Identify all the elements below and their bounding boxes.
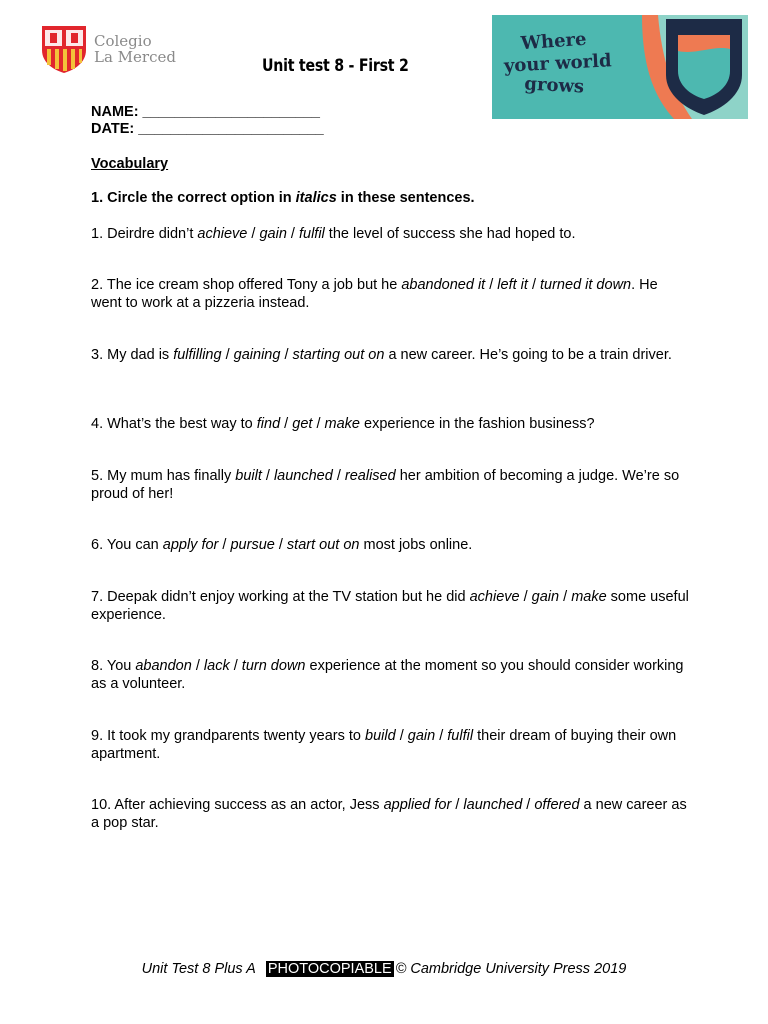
question-number: 5. [91,468,104,484]
question-number: 7. [91,589,104,605]
option[interactable]: find [256,416,281,432]
question-text: some useful experience. [91,589,689,623]
question-text: You [103,658,136,674]
question-text: her ambition of becoming a judge. We’re so proud of her! [91,468,680,502]
page-footer [0,961,768,977]
option[interactable]: gain [259,226,287,242]
question-item-9: 9. It took my grandparents twenty years to build / gain / fulfil their dream of buying their own apartment. [91,728,677,762]
question-item-6: 6. You can apply for / pursue / start out on most jobs online. [91,537,473,553]
option[interactable]: achieve [469,589,520,605]
option[interactable]: abandon [135,658,192,674]
question-text: their dream of buying their own apartment. [91,728,677,762]
question-item-5: 5. My mum has finally built / launched / realised her ambition of becoming a judge. We’re so proud of her! [91,468,680,502]
footer-unit: Unit Test 8 Plus A [141,961,256,977]
option[interactable]: fulfil [298,226,325,242]
name-field: NAME: ______________________ [91,104,320,120]
option[interactable]: make [324,416,360,432]
question-number: 6. [91,537,104,553]
banner-line2: your world [503,50,613,77]
school-name-line2: La Merced [94,48,176,66]
footer-copyright: © Cambridge University Press 2019 [395,961,627,977]
question-text: The ice cream shop offered Tony a job but he [103,277,402,293]
question-number: 9. [91,728,104,744]
option[interactable]: fulfil [447,728,474,744]
question-text: experience in the fashion business? [359,416,595,432]
question-number: 4. [91,416,104,432]
question-item-4: 4. What’s the best way to find / get / make experience in the fashion business? [91,416,595,432]
option[interactable]: launched [463,797,523,813]
option[interactable]: make [571,589,607,605]
question-item-7: 7. Deepak didn’t enjoy working at the TV station but he did achieve / gain / make some useful experience. [91,589,689,623]
photocopiable-badge: PHOTOCOPIABLE [267,961,392,977]
date-field: DATE: _______________________ [91,121,324,137]
question-item-3: 3. My dad is fulfilling / gaining / starting out on a new career. He’s going to be a train driver. [91,347,672,363]
question-text: My mum has finally [103,468,236,484]
option[interactable]: gain [407,728,436,744]
instruction [91,190,475,206]
question-text: . He went to work at a pizzeria instead. [91,277,658,311]
question-item-1: 1. Deirdre didn’t achieve / gain / fulfil the level of success she had hoped to. [91,226,576,242]
school-logo [40,24,176,74]
option[interactable]: starting out on [292,347,385,363]
option[interactable]: built [235,468,262,484]
question-text: My dad is [103,347,174,363]
question-text: a new career. He’s going to be a train driver. [384,347,672,363]
option[interactable]: apply for [162,537,219,553]
option[interactable]: realised [344,468,396,484]
option[interactable]: turn down [241,658,306,674]
option[interactable]: pursue [230,537,275,553]
option[interactable]: achieve [197,226,248,242]
question-item-10: 10. After achieving success as an actor, Jess applied for / launched / offered a new career as a pop star. [91,797,687,831]
option[interactable]: applied for [383,797,452,813]
option[interactable]: abandoned it [401,277,486,293]
option[interactable]: build [365,728,396,744]
option[interactable]: gaining [233,347,281,363]
question-number: 8. [91,658,104,674]
question-number: 2. [91,277,104,293]
instruction-before: 1. Circle the correct option in [91,190,296,206]
instruction-after: in these sentences. [336,190,475,206]
question-text: most jobs online. [359,537,473,553]
publisher-banner [492,15,748,119]
school-name [94,33,176,65]
option[interactable]: turned it down [540,277,632,293]
school-crest-icon [40,24,88,74]
instruction-italic: italics [295,190,337,206]
option[interactable]: fulfilling [173,347,222,363]
question-text: It took my grandparents twenty years to [103,728,366,744]
option[interactable]: launched [273,468,333,484]
option[interactable]: offered [534,797,580,813]
school-name-line1: Colegio [94,32,152,50]
question-item-8: 8. You abandon / lack / turn down experience at the moment so you should consider working as a volunteer. [91,658,684,692]
section-heading: Vocabulary [91,156,169,172]
question-number: 3. [91,347,104,363]
question-text: After achieving success as an actor, Jess [111,797,384,813]
question-text: Deirdre didn’t [103,226,198,242]
question-text: You can [103,537,163,553]
banner-line1: Where [520,28,588,55]
question-number: 1. [91,226,104,242]
page-title: Unit test 8 - First 2 [262,56,409,75]
option[interactable]: gain [531,589,560,605]
question-text: What’s the best way to [103,416,257,432]
question-text: the level of success she had hoped to. [324,226,576,242]
option[interactable]: left it [497,277,528,293]
question-text: Deepak didn’t enjoy working at the TV station but he did [103,589,470,605]
question-text: experience at the moment so you should consider working as a volunteer. [91,658,684,692]
option[interactable]: get [292,416,313,432]
option[interactable]: lack [203,658,230,674]
option[interactable]: start out on [286,537,360,553]
question-text: a new career as a pop star. [91,797,687,831]
question-number: 10. [91,797,112,813]
question-item-2: 2. The ice cream shop offered Tony a job but he abandoned it / left it / turned it down. He went to work at a pizzeria instead. [91,277,658,311]
banner-line3: grows [523,73,585,98]
